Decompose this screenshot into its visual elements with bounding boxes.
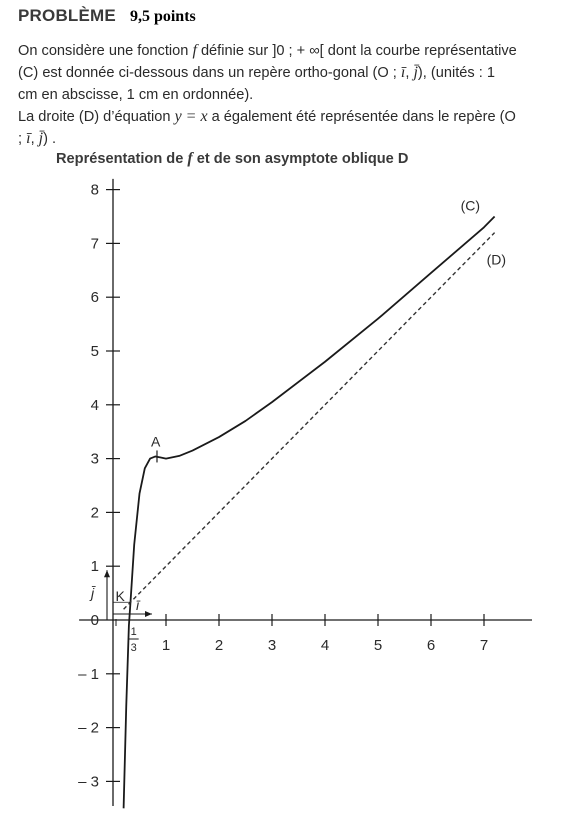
- vector-j-arrow: [104, 570, 110, 577]
- x-tick-label: 7: [479, 637, 489, 654]
- problem-title: PROBLÈME: [18, 6, 116, 25]
- para2-j: j̄: [38, 130, 44, 147]
- para1-text1: On considère une fonction: [18, 43, 193, 59]
- y-tick-label: 2: [90, 504, 99, 522]
- y-tick-label: 5: [90, 343, 99, 360]
- y-tick-label: – 3: [78, 773, 99, 791]
- x-tick-label: 4: [320, 637, 330, 654]
- x-tick-label: 6: [426, 637, 436, 654]
- para1-sep: ,: [405, 65, 414, 81]
- vector-i-label: ī: [136, 597, 140, 613]
- para2-text2: a également été représentée dans le repère (O ;: [18, 109, 516, 147]
- para1-j: j̄: [413, 64, 418, 81]
- asymptote-line-D: [124, 233, 495, 610]
- point-a-label: A: [150, 433, 161, 450]
- point-k-label: K: [115, 588, 125, 605]
- curve-C: [124, 217, 495, 809]
- chart-title-after: et de son asymptote oblique D: [192, 151, 409, 167]
- points-label: 9,5 points: [129, 8, 196, 25]
- x-tick-label: 3: [267, 637, 277, 654]
- para2-sep: ,: [30, 131, 39, 147]
- para2-text1: La droite (D) d’équation: [18, 109, 175, 125]
- y-tick-label: – 2: [78, 719, 99, 737]
- y-tick-label: 6: [90, 289, 99, 307]
- x-tick-label: 1: [161, 637, 171, 654]
- y-tick-label: 1: [90, 558, 99, 576]
- y-tick-label: 7: [90, 235, 99, 253]
- para2-i: ī: [26, 130, 31, 147]
- para1-text2: définie sur ]0 ; + ∞[ dont la courbe représentative (C) est donnée ci-dessous dans un repère ortho-gonal (O ;: [18, 43, 517, 81]
- y-tick-label: 8: [90, 181, 99, 199]
- para1-f: f: [192, 42, 197, 59]
- y-tick-label: – 1: [78, 665, 99, 683]
- chart-title-f: f: [187, 150, 193, 167]
- para2-text3: ) .: [43, 131, 57, 147]
- para1-text3: ), (unités : 1 cm en abscisse, 1 cm en ordonnée).: [18, 65, 495, 103]
- vector-i-arrow: [145, 611, 152, 617]
- series-label-D: (D): [486, 251, 507, 268]
- vector-j-label: j̄: [91, 585, 95, 602]
- third-label-den: 3: [130, 642, 137, 654]
- para1-i: ī: [400, 64, 406, 81]
- series-label-C: (C): [460, 197, 481, 214]
- para2-equation: y = x: [174, 108, 208, 125]
- y-tick-label: 0: [90, 612, 99, 629]
- chart-title-before: Représentation de: [56, 151, 188, 167]
- x-tick-label: 2: [214, 637, 224, 654]
- x-tick-label: 5: [373, 637, 383, 654]
- third-label-num: 1: [130, 626, 137, 638]
- y-tick-label: 3: [90, 450, 99, 468]
- y-tick-label: 4: [90, 396, 99, 414]
